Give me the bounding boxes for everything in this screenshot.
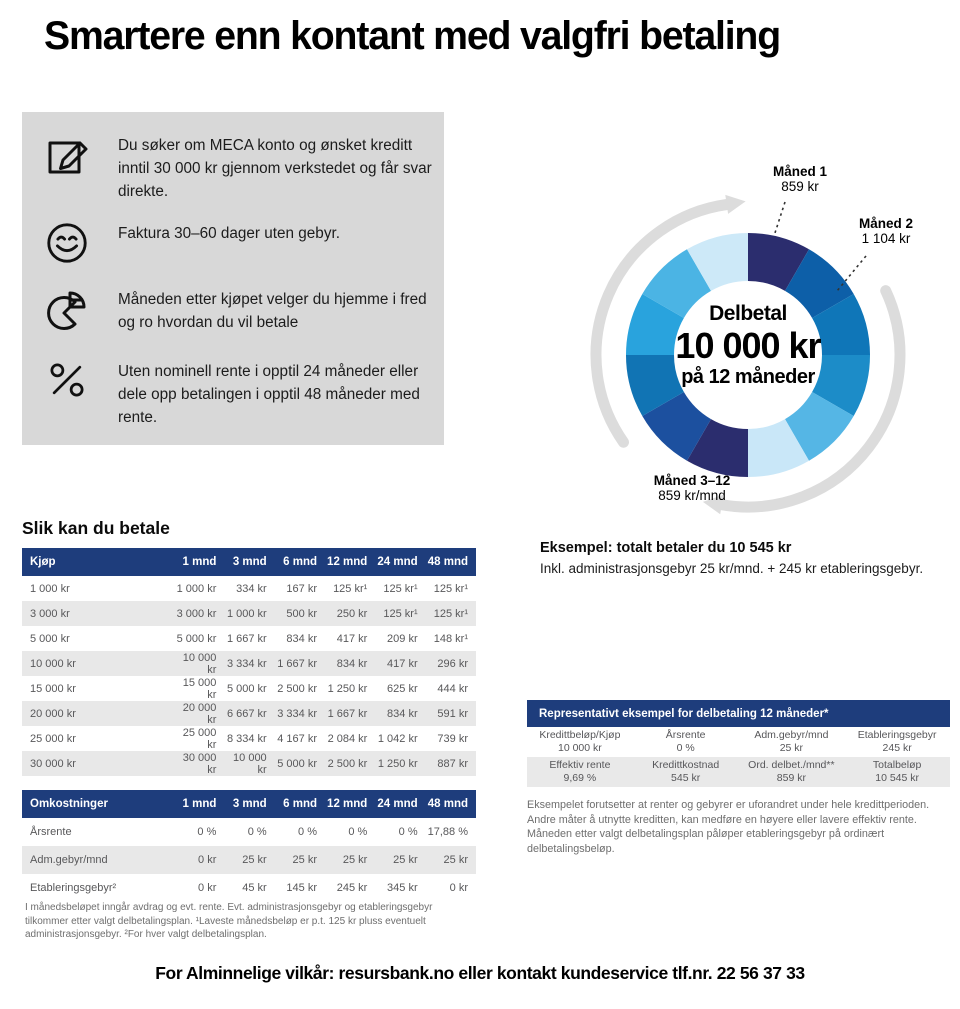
- table-cell: 250 kr: [336, 607, 368, 620]
- table-header-row: [22, 548, 476, 576]
- table-row: [22, 701, 476, 726]
- table-cell: 148 kr¹: [433, 632, 468, 645]
- table-cell: 20 000 kr: [30, 707, 76, 720]
- table-row: [22, 576, 476, 601]
- donut-center-line1: Delbetal: [709, 302, 787, 325]
- donut-chart: [563, 150, 960, 540]
- table-cell: 20 000 kr: [182, 701, 217, 726]
- table-cell: 209 kr: [387, 632, 418, 645]
- table-cell: 15 000 kr: [182, 676, 217, 701]
- table-cell: 0 %: [398, 826, 418, 838]
- table-cell: 5 000 kr: [226, 682, 267, 695]
- table-cell: 2 500 kr: [327, 757, 368, 770]
- cell-value: 0 %: [676, 742, 695, 754]
- table-cell: 0 %: [298, 826, 317, 838]
- table-cell: 10 000 kr: [30, 657, 76, 670]
- table-cell: 0 %: [348, 826, 368, 838]
- info-item: [42, 220, 434, 266]
- table-cell: 125 kr¹: [433, 582, 468, 595]
- table-cell: 417 kr: [387, 657, 418, 670]
- info-item-text: Du søker om MECA konto og ønsket kreditt inntil 30 000 kr gjennom verkstedet og får svar direkte.: [118, 137, 432, 200]
- table-cell: 345 kr: [387, 882, 418, 894]
- cell-label: Kredittbeløp/Kjøp: [539, 729, 621, 741]
- table-cell: 0 %: [247, 826, 267, 838]
- table-cell: 1 667 kr: [327, 707, 368, 720]
- table-cell: 25 kr: [393, 854, 418, 866]
- cell-label: Adm.gebyr/mnd: [754, 729, 829, 741]
- table-cell: 25 kr: [443, 854, 468, 866]
- table-row: [22, 626, 476, 651]
- representative-example-cell: [844, 757, 950, 787]
- cell-label: Årsrente: [665, 729, 706, 741]
- cell-value: 545 kr: [671, 772, 701, 784]
- table-cell: 30 000 kr: [30, 757, 76, 770]
- table-cell: 0 %: [197, 826, 217, 838]
- table-cell: 625 kr: [387, 682, 418, 695]
- footer-terms-line: For Alminnelige vilkår: resursbank.no eller kontakt kundeservice tlf.nr. 22 56 37 33: [155, 963, 805, 983]
- donut-center-label: [648, 302, 848, 389]
- table-row: [22, 874, 476, 902]
- header-cell: 24 mnd: [375, 790, 425, 818]
- table-cell: 834 kr: [387, 707, 418, 720]
- example-disclaimer: Eksempelet forutsetter at renter og gebyrer er uforandret under hele kredittperioden. Andre måter å utnytte kreditten, kan medføre en høyere eller lavere effektiv rente. Måneden etter valgt delbetalingsplan påløper etableringsgebyr på ordinært delbetalingsbeløp.: [527, 799, 930, 855]
- header-cell: 1 mnd: [174, 548, 224, 576]
- table-cell: 6 667 kr: [226, 707, 267, 720]
- representative-example-cell: [527, 757, 633, 787]
- table-cell: 1 250 kr: [377, 757, 418, 770]
- payment-section-heading: Slik kan du betale: [22, 518, 170, 538]
- table-row: [22, 651, 476, 676]
- table-cell: 145 kr: [286, 882, 317, 894]
- table-cell: 834 kr: [336, 657, 368, 670]
- payment-table: [22, 548, 476, 776]
- table-cell: 30 000 kr: [182, 751, 217, 776]
- representative-example-row: [527, 727, 950, 757]
- header-cell: 12 mnd: [325, 548, 375, 576]
- table-cell: 3 334 kr: [226, 657, 267, 670]
- table-cell: 25 000 kr: [30, 732, 76, 745]
- label-months-3-12: Måned 3–12 859 kr/mnd: [653, 473, 731, 503]
- cell-value: 859 kr: [776, 772, 806, 784]
- costs-table: [22, 790, 476, 902]
- table-cell: 591 kr: [437, 707, 468, 720]
- donut-center-line2: 10 000 kr: [675, 325, 821, 366]
- header-cell: 3 mnd: [224, 790, 274, 818]
- page-title: Smartere enn kontant med valgfri betaling: [44, 14, 780, 58]
- representative-example-header: Representativt eksempel for delbetaling 12 måneder*: [527, 702, 950, 727]
- header-cell: 48 mnd: [426, 790, 476, 818]
- cell-label: Ord. delbet./mnd**: [748, 759, 835, 771]
- table-cell: 334 kr: [236, 582, 267, 595]
- info-item-text: Faktura 30–60 dager uten gebyr.: [118, 225, 340, 242]
- table-cell: 1 667 kr: [226, 632, 267, 645]
- table-cell: 245 kr: [336, 882, 368, 894]
- table-cell: 25 kr: [242, 854, 267, 866]
- table-cell: 10 000 kr: [182, 651, 217, 676]
- table-cell: 2 084 kr: [327, 732, 368, 745]
- table-row: [22, 751, 476, 776]
- info-item: [42, 132, 434, 203]
- table-row: [22, 601, 476, 626]
- table-cell: 444 kr: [437, 682, 468, 695]
- representative-example-cell: [633, 727, 739, 757]
- label-month-1: Måned 1 859 kr: [772, 164, 827, 194]
- table-cell: 10 000 kr: [233, 751, 267, 776]
- table-cell: 8 334 kr: [226, 732, 267, 745]
- table-cell: 5 000 kr: [277, 757, 317, 770]
- info-item: [42, 358, 434, 429]
- table-cell: 1 250 kr: [327, 682, 368, 695]
- table-cell: 125 kr¹: [333, 582, 368, 595]
- table-cell: 15 000 kr: [30, 682, 76, 695]
- header-cell: 3 mnd: [224, 548, 274, 576]
- table-cell: 1 000 kr: [226, 607, 267, 620]
- table-cell: 887 kr: [437, 757, 468, 770]
- cell-value: 245 kr: [882, 742, 912, 754]
- info-item: [42, 286, 434, 334]
- table-cell: 0 kr: [449, 882, 468, 894]
- example-heading: Eksempel: totalt betaler du 10 545 kr: [540, 540, 792, 556]
- table-cell: 5 000 kr: [176, 632, 217, 645]
- cell-value: 10 000 kr: [557, 742, 602, 754]
- representative-example-cell: [527, 727, 633, 757]
- representative-example-cell: [739, 727, 845, 757]
- table-cell: 4 167 kr: [277, 732, 317, 745]
- table-cell: 2 500 kr: [277, 682, 317, 695]
- table-cell: 5 000 kr: [30, 632, 70, 645]
- cell-value: 25 kr: [779, 742, 804, 754]
- table-cell: Adm.gebyr/mnd: [30, 854, 108, 866]
- table-row: [22, 818, 476, 846]
- table-cell: 25 kr: [342, 854, 368, 866]
- table-cell: Årsrente: [30, 826, 72, 838]
- table-row: [22, 726, 476, 751]
- header-cell: 48 mnd: [426, 548, 476, 576]
- table-cell: 125 kr¹: [433, 607, 468, 620]
- table-footnote: I månedsbeløpet inngår avdrag og evt. rente. Evt. administrasjonsgebyr og etableringsgebyr tilkommer etter valgt delbetalingsplan. ¹Laveste månedsbeløp er p.t. 125 kr pluss eventuelt administrasjonsgebyr. ²For hver valgt delbetalingsplan.: [25, 902, 433, 940]
- cell-value: 9,69 %: [563, 772, 597, 784]
- cell-label: Etableringsgebyr: [857, 729, 937, 741]
- table-cell: 296 kr: [437, 657, 468, 670]
- representative-example-box: [527, 700, 950, 787]
- table-cell: 1 667 kr: [277, 657, 317, 670]
- table-cell: 25 kr: [292, 854, 317, 866]
- percent-icon: [42, 358, 92, 402]
- example-subtext: Inkl. administrasjonsgebyr 25 kr/mnd. + 245 kr etableringsgebyr.: [540, 561, 924, 576]
- representative-example-cell: [739, 757, 845, 787]
- table-cell: Etableringsgebyr²: [30, 882, 117, 894]
- table-cell: 739 kr: [437, 732, 468, 745]
- representative-example-cell: [633, 757, 739, 787]
- table-cell: 0 kr: [198, 882, 217, 894]
- header-cell: 12 mnd: [325, 790, 375, 818]
- table-cell: 125 kr¹: [383, 582, 418, 595]
- table-cell: 17,88 %: [427, 826, 468, 838]
- table-cell: 1 000 kr: [30, 582, 70, 595]
- info-box: [22, 112, 444, 445]
- table-cell: 125 kr¹: [383, 607, 418, 620]
- table-cell: 3 334 kr: [277, 707, 317, 720]
- cell-label: Totalbeløp: [872, 759, 922, 771]
- table-cell: 45 kr: [242, 882, 267, 894]
- leader-line-month1: [774, 202, 785, 236]
- rotation-arrowhead-upper: [725, 195, 745, 214]
- info-item-text: Måneden etter kjøpet velger du hjemme i fred og ro hvordan du vil betale: [118, 291, 427, 331]
- info-item-text: Uten nominell rente i opptil 24 måneder eller dele opp betalingen i opptil 48 måneder med rente.: [118, 363, 420, 426]
- header-cell: 24 mnd: [375, 548, 425, 576]
- table-cell: 1 000 kr: [176, 582, 217, 595]
- donut-center-line3: på 12 måneder: [681, 366, 815, 388]
- table-header-row: [22, 790, 476, 818]
- label-month-2: Måned 2 1 104 kr: [858, 216, 913, 246]
- table-cell: 25 000 kr: [182, 726, 217, 751]
- table-cell: 1 042 kr: [377, 732, 418, 745]
- application-form-icon: [42, 132, 92, 180]
- header-cell: 6 mnd: [275, 790, 325, 818]
- cell-value: 10 545 kr: [875, 772, 920, 784]
- header-cell: 1 mnd: [174, 790, 224, 818]
- table-cell: 3 000 kr: [176, 607, 217, 620]
- header-cell: Omkostninger: [22, 790, 174, 818]
- table-row: [22, 846, 476, 874]
- table-row: [22, 676, 476, 701]
- pie-chart-icon: [42, 286, 92, 334]
- cell-label: Effektiv rente: [549, 759, 611, 771]
- representative-example-cell: [844, 727, 950, 757]
- table-cell: 0 kr: [198, 854, 217, 866]
- smiley-icon: [42, 220, 92, 266]
- representative-example-row: [527, 757, 950, 787]
- table-cell: 500 kr: [286, 607, 317, 620]
- header-cell: 6 mnd: [275, 548, 325, 576]
- header-cell: Kjøp: [22, 548, 174, 576]
- table-cell: 417 kr: [336, 632, 368, 645]
- table-cell: 167 kr: [286, 582, 317, 595]
- table-cell: 3 000 kr: [30, 607, 70, 620]
- table-cell: 834 kr: [286, 632, 317, 645]
- cell-label: Kredittkostnad: [652, 759, 720, 771]
